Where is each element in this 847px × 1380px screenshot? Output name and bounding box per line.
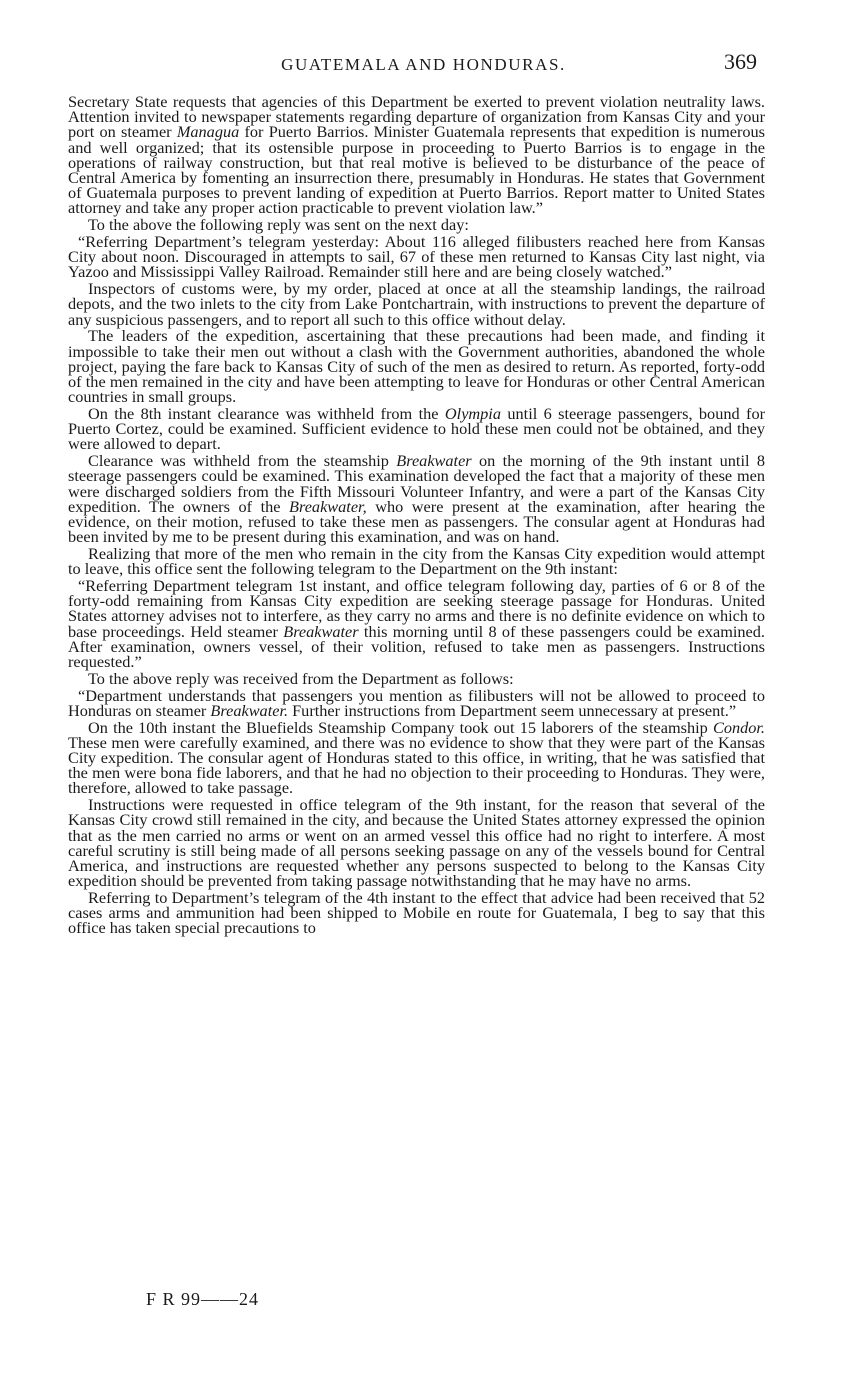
text-segment: “Department understands that passengers you mention as filibusters will not be allowed to proceed to Honduras on steamer	[68, 685, 765, 720]
text-segment: Secretary State requests that agencies of this Department be exerted to prevent violation neutrality laws. Attention invited to newspaper statements regarding departure of organization from Kansas City and your port on steamer	[68, 92, 765, 142]
text-segment: who were present at the examination, after hearing the evidence, on their motion, refused to take these men as passengers. The consular agent at Honduras had been invited by me to be present during this examination, and was on hand.	[68, 496, 765, 547]
quoted-telegram	[68, 234, 765, 280]
vessel-name: Breakwater,	[289, 496, 367, 516]
paragraph	[68, 451, 766, 547]
text-segment: To the above reply was received from the Department as follows:	[88, 668, 514, 688]
signature-mark: F R 99——24	[146, 1289, 260, 1309]
vessel-name: Breakwater	[283, 621, 359, 641]
text-segment: The leaders of the expedition, ascertaining that these precautions had been made, and finding it impossible to take their men out without a clash with the Government authorities, abandoned the whole project, paying the fare back to Kansas City of such of the men as desired to return. As reported, forty-odd of the men remained in the city and have been attempting to leave for Honduras or other Central American countries in small groups.	[68, 326, 765, 407]
text-segment: Inspectors of customs were, by my order, placed at once at all the steamship landings, the railroad depots, and the two inlets to the city from Lake Pontchartrain, with instructions to prevent the departure of any suspicious passengers, and to report all such to this office without delay.	[68, 279, 765, 329]
paragraph	[68, 406, 765, 452]
vessel-name: Olympia	[444, 404, 501, 424]
paragraph	[68, 795, 765, 891]
text-segment: on the morning of the 9th instant until 8 steerage passengers could be examined. This examination developed the fact that a majority of these men were discharged soldiers from the Fifth Missouri Volunteer Infantry, and were a part of the Kansas City expedition. The owners of the	[68, 451, 766, 516]
text-segment: These men were carefully examined, and there was no evidence to show that they were part of the Kansas City expedition. The consular agent of Honduras stated to this office, in writing, that he was satisfied that the men were bona fide laborers, and that he had no objection to their proceeding to Honduras. They were, therefore, allowed to take passage.	[68, 732, 765, 798]
text-segment: Referring to Department’s telegram of the 4th instant to the effect that advice had been received that 52 cases arms and ammunition had been shipped to Mobile en route for Guatemala, I beg to say that this office has taken special precautions to	[68, 888, 765, 938]
text-segment: To the above the following reply was sent on the next day:	[88, 215, 469, 235]
text-segment: this morning until 8 of these passengers could be examined. After examination, owners vessel, of their volition, refused to take men as passengers. Instructions requested.”	[68, 621, 765, 672]
text-segment: for Puerto Barrios. Minister Guatemala represents that expedition is numerous and well organized; that its ostensible purpose in proceeding to Puerto Barrios is to engage in the operations of railway construction, but that real motive is believed to be disturbance of the peace of Central America by fomenting an insurrection there, presumably in Honduras. He states that Government of Guatemala purposes to prevent landing of expedition at Puerto Barrios. Report matter to United States attorney and take any proper action practicable to prevent violation law.”	[68, 122, 766, 218]
running-title: GUATEMALA AND HONDURAS.	[281, 55, 566, 74]
text-segment: until 6 steerage passengers, bound for Puerto Cortez, could be examined. Sufficient evidence to hold these men could not be obtained, and they were allowed to depart.	[68, 404, 766, 454]
quoted-telegram	[68, 576, 765, 672]
vessel-name: Managua	[176, 122, 240, 142]
paragraph	[68, 668, 765, 688]
page-number: 369	[724, 49, 757, 74]
text-segment: “Referring Department telegram 1st instant, and office telegram following day, parties of 6 or 8 of the forty-odd remaining from Kansas City expedition are seeking steerage passage for Honduras. United States attorney advises not to interfere, as they carry no arms and there is no definite evidence on which to base proceedings. Held steamer	[68, 576, 765, 641]
text-segment: Clearance was withheld from the steamship	[88, 451, 397, 471]
text-segment: “Referring Department’s telegram yesterday: About 116 alleged filibusters reached here from Kansas City about noon. Discouraged in attempts to sail, 67 of these men returned to Kansas City last night, via Yazoo and Mississippi Valley Railroad. Remainder still here and are being closely watched.”	[68, 232, 765, 282]
text-segment: Instructions were requested in office telegram of the 9th instant, for the reason that several of the Kansas City crowd still remained in the city, and because the United States attorney expressed the opinion that as the men carried no arms or went on an armed vessel this office had no right to interfere. A most careful scrutiny is still being made of all persons seeking passage on any of the vessels bound for Central America, and instructions are requested whether any persons suspected to belong to the Kansas City expedition should be prevented from taking passage notwithstanding that he may have no arms.	[68, 795, 765, 891]
body-text	[68, 94, 765, 937]
text-segment: Further instructions from Department seem unnecessary at present.”	[288, 700, 737, 720]
quoted-telegram	[68, 685, 765, 720]
paragraph	[68, 94, 765, 216]
text-segment: Realizing that more of the men who remain in the city from the Kansas City expedition would attempt to leave, this office sent the following telegram to the Department on the 9th instant:	[68, 544, 765, 579]
vessel-name: Breakwater	[396, 451, 472, 471]
paragraph	[68, 215, 765, 235]
paragraph	[68, 326, 765, 407]
paragraph	[68, 890, 765, 936]
vessel-name: Condor.	[712, 717, 765, 737]
paragraph	[68, 281, 765, 327]
vessel-name: Breakwater.	[210, 700, 289, 720]
paragraph	[68, 717, 765, 798]
text-segment: On the 8th instant clearance was withheld from the	[88, 404, 445, 424]
text-segment: On the 10th instant the Bluefields Steamship Company took out 15 laborers of the steamship	[88, 717, 713, 737]
paragraph	[68, 544, 765, 579]
